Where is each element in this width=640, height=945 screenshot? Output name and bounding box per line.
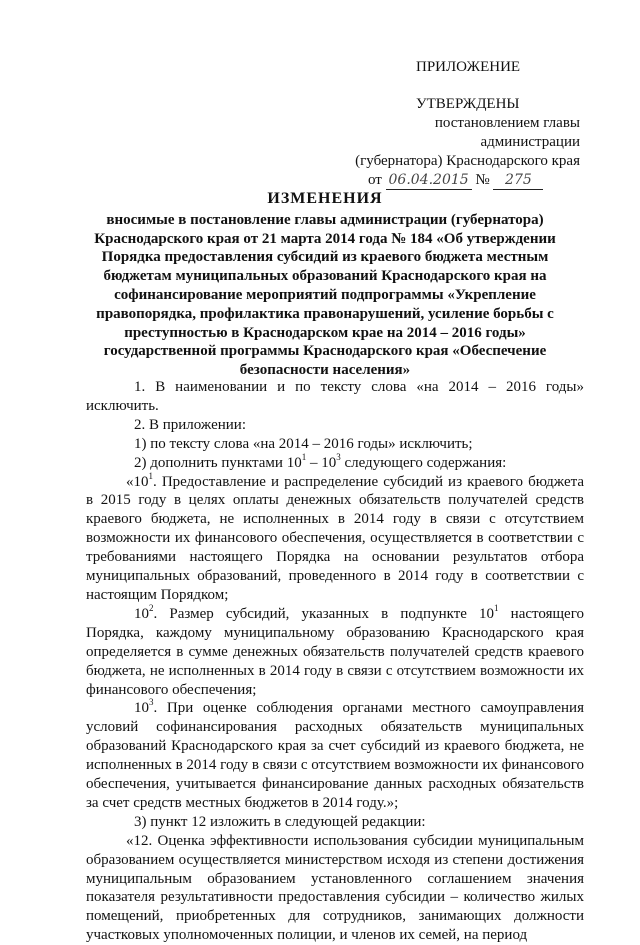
- heading-subtitle: вносимые в постановление главы администрации (губернатора) Краснодарского края от 21 марта 2014 года № 184 «Об утверждении Порядка предоставления субсидий из краевого бюджета местным бюджетам муниципальных образований Краснодарского края на софинансирование мероприятий подпрограммы «Укрепление правопорядка, профилактика правонарушений, усиление борьбы с преступностью в Краснодарском крае на 2014 – 2016 годы» государственной программы Краснодарского края «Обеспечение безопасности населения»: [94, 211, 556, 379]
- heading-title: ИЗМЕНЕНИЯ: [267, 190, 383, 207]
- paragraph-2: 2. В приложении:: [134, 416, 246, 433]
- appendix-label: ПРИЛОЖЕНИЕ: [416, 59, 521, 75]
- paragraph-10-2: $10^2$. Размер субсидий, указанных в подпункте $10^1$ настоящего Порядка, каждому муниципальному образованию Краснодарского края определяется в сумме денежных обязательств получателей средств краевого бюджета, не исполненных в 2014 году в связи с отсутствием возможности их финансового обеспечения;: [86, 602, 584, 698]
- document-body: [86, 378, 584, 945]
- number-label: №: [475, 172, 490, 188]
- approval-stamp-block: [334, 58, 580, 191]
- approved-by-line: постановлением главы администрации: [434, 115, 580, 150]
- paragraph-4: 2) дополнить пунктами $10^1 - 10^3$ следующего содержания:: [134, 451, 507, 471]
- paragraph-5: 3) пункт 12 изложить в следующей редакции:: [134, 813, 426, 830]
- governor-line: (губернатора) Краснодарского края: [355, 153, 580, 169]
- paragraph-10-1: «$10^1$. Предоставление и распределение субсидий из краевого бюджета в 2015 году в целях оплаты денежных обязательств получателей средств краевого бюджета, не исполненных в 2014 году в связи с отсутствием возможности их финансового обеспечения, осуществляется в соответствии с требованиями настоящего Порядка на основании результатов отбора муниципальных образований, проведенного в 2014 году в соответствии с настоящим Порядком;: [86, 470, 584, 603]
- document-heading: [90, 190, 560, 380]
- paragraph-1: 1. В наименовании и по тексту слова «на 2014 – 2016 годы» исключить.: [86, 379, 584, 414]
- paragraph-10-3: $10^3$. При оценке соблюдения органами местного самоуправления условий софинансирования расходных обязательств муниципальных образований Краснодарского края за счет субсидий из краевого бюджета, не исполненных в 2014 году в связи с отсутствием возможности их финансового обеспечения, учитывается финансирование данных расходных обязательств за счет средств местных бюджетов в 2014 году.»;: [86, 697, 584, 811]
- handwritten-date: 06.04.2015: [386, 172, 472, 190]
- approved-label: УТВЕРЖДЕНЫ: [416, 96, 520, 112]
- from-label: от: [368, 172, 382, 188]
- handwritten-number: 275: [493, 172, 543, 190]
- date-number-line: [368, 171, 580, 191]
- paragraph-3: 1) по тексту слова «на 2014 – 2016 годы» исключить;: [134, 435, 473, 452]
- paragraph-12: «12. Оценка эффективности использования субсидии муниципальным образованием осуществляется министерством исходя из степени достижения муниципальным образованием установленного соглашением значения показателя результативности предоставления субсидии – количество жилых помещений, приобретенных для сотрудников, занимающих должности участковых уполномоченных полиции, и членов их семей, на период: [86, 832, 584, 944]
